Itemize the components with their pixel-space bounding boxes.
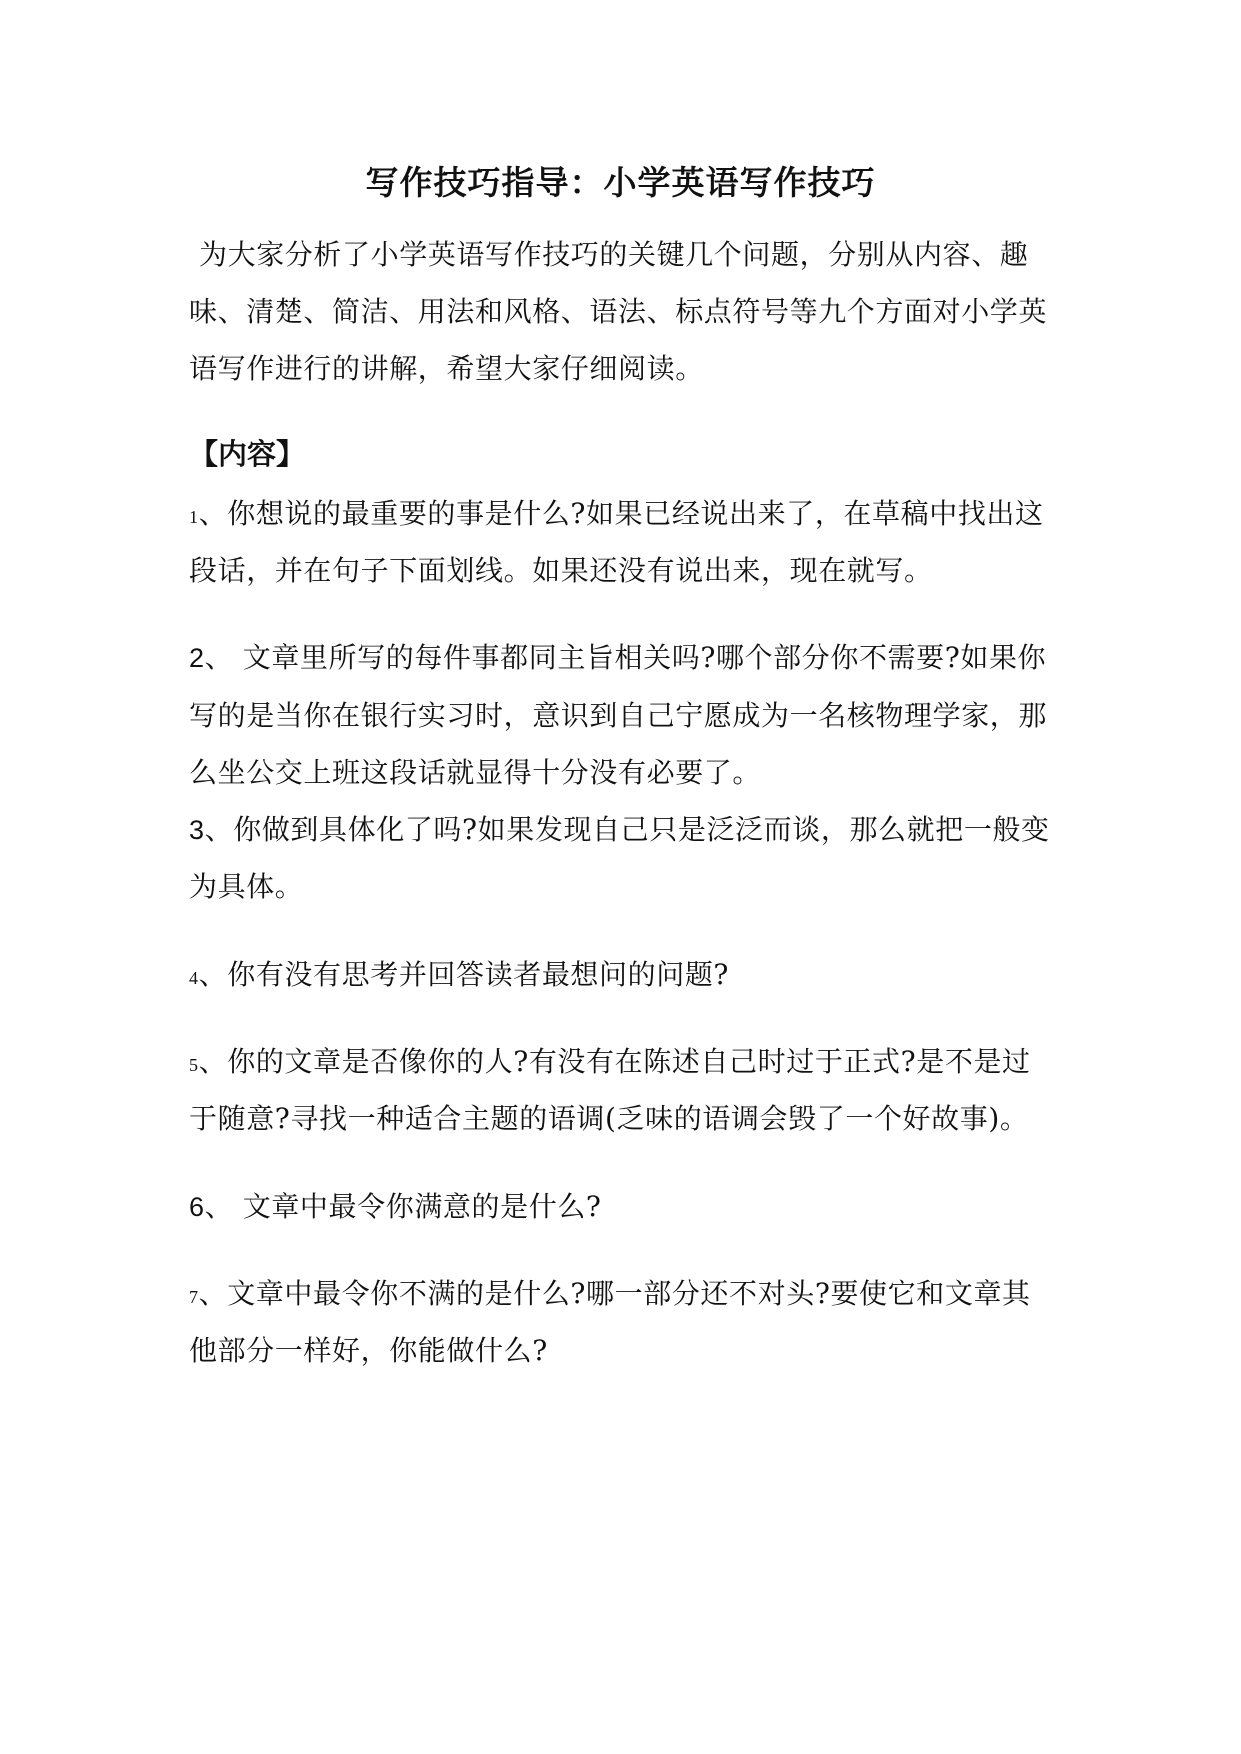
item-separator: 、 xyxy=(198,497,228,530)
list-item-7-line-2: 他部分一样好，你能做什么? xyxy=(189,1334,548,1367)
item-separator: 、 xyxy=(204,641,234,674)
item-separator: 、 xyxy=(204,813,234,846)
section-heading-content: 【内容】 xyxy=(189,437,306,471)
item-text: 文章中最令你满意的是什么? xyxy=(233,1190,602,1223)
list-item-4-line-1 xyxy=(189,955,1069,998)
list-item-6-line-1 xyxy=(189,1187,1069,1227)
list-item-1-line-1 xyxy=(189,494,1069,537)
item-number: 1 xyxy=(189,507,199,527)
item-number: 5 xyxy=(189,1055,199,1075)
item-separator: 、 xyxy=(198,958,228,991)
item-separator: 、 xyxy=(198,1045,228,1078)
list-item-7-line-1 xyxy=(189,1274,1069,1317)
list-item-2-line-3: 么坐公交上班这段话就显得十分没有必要了。 xyxy=(189,756,762,789)
item-number: 4 xyxy=(189,968,199,988)
list-item-5-line-1 xyxy=(189,1042,1069,1085)
item-text: 你的文章是否像你的人?有没有在陈述自己时过于正式?是不是过 xyxy=(227,1045,1031,1078)
intro-line-1: 为大家分析了小学英语写作技巧的关键几个问题，分别从内容、趣 xyxy=(199,238,1029,271)
item-text: 你想说的最重要的事是什么?如果已经说出来了，在草稿中找出这 xyxy=(227,497,1044,530)
intro-line-2: 味、清楚、简洁、用法和风格、语法、标点符号等九个方面对小学英 xyxy=(189,295,1048,328)
item-text: 你有没有思考并回答读者最想问的问题? xyxy=(227,958,730,991)
item-number: 3 xyxy=(189,815,205,845)
item-text: 你做到具体化了吗?如果发现自己只是泛泛而谈，那么就把一般变 xyxy=(233,813,1050,846)
item-separator: 、 xyxy=(198,1277,228,1310)
item-separator: 、 xyxy=(204,1190,234,1223)
list-item-1-line-2: 段话，并在句子下面划线。如果还没有说出来，现在就写。 xyxy=(189,554,933,587)
document-title: 写作技巧指导：小学英语写作技巧 xyxy=(365,163,876,202)
list-item-2-line-2: 写的是当你在银行实习时，意识到自己宁愿成为一名核物理学家，那 xyxy=(189,699,1048,732)
list-item-5-line-2: 于随意?寻找一种适合主题的语调(乏味的语调会毁了一个好故事)。 xyxy=(189,1102,1029,1135)
item-text: 文章里所写的每件事都同主旨相关吗?哪个部分你不需要?如果你 xyxy=(233,641,1047,674)
intro-line-3: 语写作进行的讲解，希望大家仔细阅读。 xyxy=(189,352,704,385)
item-number: 2 xyxy=(189,643,205,673)
list-item-2-line-1 xyxy=(189,638,1069,678)
item-number: 6 xyxy=(189,1192,205,1222)
list-item-3-line-2: 为具体。 xyxy=(189,870,304,903)
item-number: 7 xyxy=(189,1287,199,1307)
list-item-3-line-1 xyxy=(189,810,1069,850)
item-text: 文章中最令你不满的是什么?哪一部分还不对头?要使它和文章其 xyxy=(227,1277,1031,1310)
